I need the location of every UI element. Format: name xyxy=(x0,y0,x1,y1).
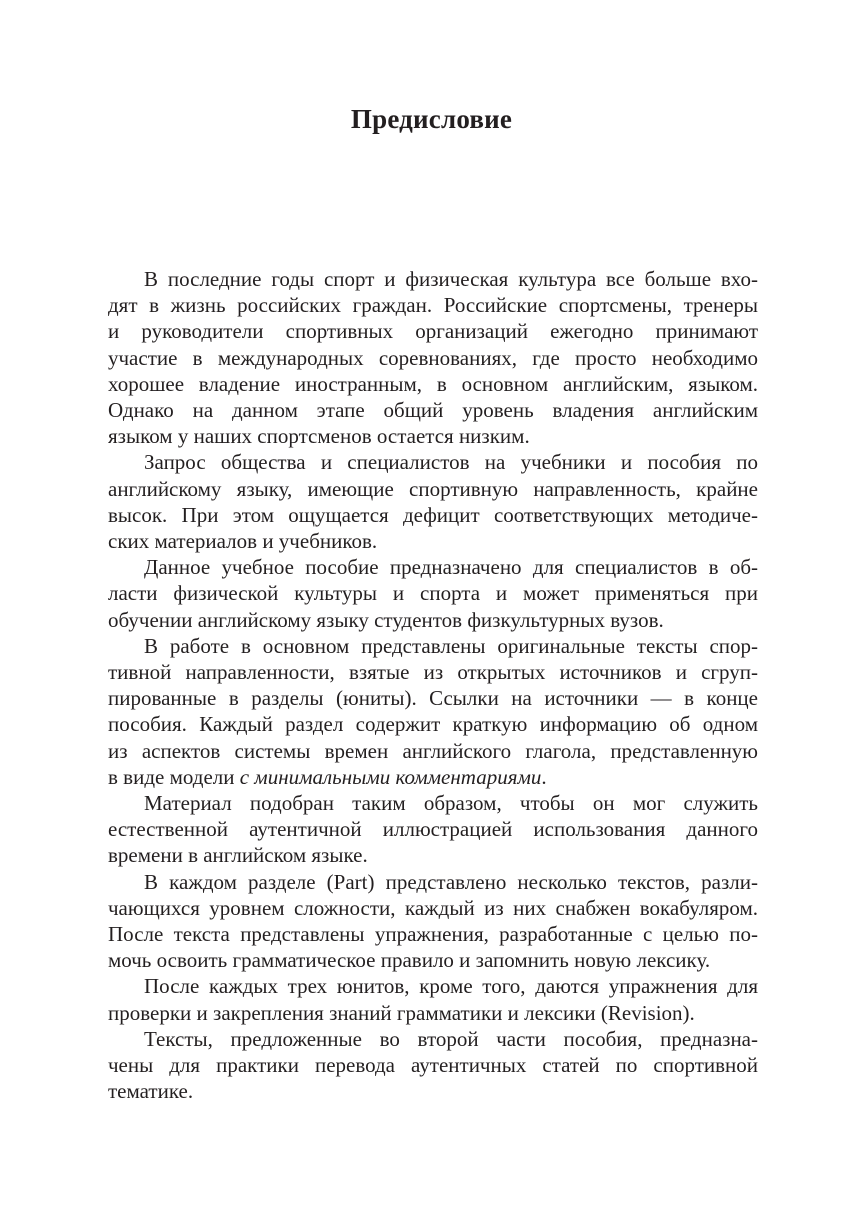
text-line xyxy=(108,764,758,790)
text-line: английскому языку, имеющие спортивную направленность, крайне xyxy=(108,476,758,501)
paragraph-6 xyxy=(108,869,758,974)
text-line: участие в международных соревнованиях, где просто необходимо xyxy=(108,345,758,370)
text-line: обучении английскому языку студентов физкультурных вузов. xyxy=(108,607,664,632)
text-line: В последние годы спорт и физическая культура все больше вхо- xyxy=(144,267,758,291)
text-line: чены для практики перевода аутентичных статей по спортивной xyxy=(108,1053,758,1078)
text-line: Тексты, предложенные во второй части пособия, предназна- xyxy=(144,1026,758,1051)
text-line: мочь освоить грамматическое правило и запомнить новую лексику. xyxy=(108,948,711,973)
text-line: тематике. xyxy=(108,1079,194,1104)
text-line: Материал подобран таким образом, чтобы он мог служить xyxy=(144,791,758,816)
text-line: высок. При этом ощущается дефицит соответствующих методиче- xyxy=(108,502,758,527)
text-line: После текста представлены упражнения, разработанные с целью по- xyxy=(108,922,758,947)
text-line: чающихся уровнем сложности, каждый из них снабжен вокабуляром. xyxy=(108,895,758,920)
text-line: В каждом разделе (Part) представлено несколько текстов, разли- xyxy=(144,869,758,894)
text-line: языком у наших спортсменов остается низким. xyxy=(108,424,530,449)
text-line: тивной направленности, взятые из открытых источников и сгруп- xyxy=(108,660,758,685)
preface-body xyxy=(108,266,758,1105)
text-segment: в виде модели xyxy=(108,764,240,789)
paragraph-7 xyxy=(108,973,758,1025)
text-line: ласти физической культуры и спорта и может применяться при xyxy=(108,581,758,606)
paragraph-2 xyxy=(108,449,758,554)
text-line: В работе в основном представлены оригинальные тексты спор- xyxy=(144,633,758,658)
italic-phrase: с минимальными комментариями xyxy=(239,764,542,789)
page-title: Предисловие xyxy=(350,104,513,134)
text-line: После каждых трех юнитов, кроме того, даются упражнения для xyxy=(144,974,758,999)
paragraph-1 xyxy=(108,266,758,449)
paragraph-5 xyxy=(108,790,758,869)
text-line: и руководители спортивных организаций ежегодно принимают xyxy=(108,319,758,344)
text-line: из аспектов системы времен английского глагола, представленную xyxy=(108,738,758,763)
text-line: Запрос общества и специалистов на учебники и пособия по xyxy=(144,450,758,475)
paragraph-4 xyxy=(108,633,758,790)
text-line: хорошее владение иностранным, в основном английским, языком. xyxy=(108,371,758,396)
paragraph-3 xyxy=(108,554,758,633)
text-line: времени в английском языке. xyxy=(108,843,368,868)
text-line: пособия. Каждый раздел содержит краткую информацию об одном xyxy=(108,712,758,737)
text-line: естественной аутентичной иллюстрацией использования данного xyxy=(108,817,758,842)
text-line: проверки и закрепления знаний грамматики и лексики (Revision). xyxy=(108,1000,695,1025)
text-line: Однако на данном этапе общий уровень владения английским xyxy=(108,398,758,423)
text-line: дят в жизнь российских граждан. Российские спортсмены, тренеры xyxy=(108,293,758,318)
text-line: пированные в разделы (юниты). Ссылки на источники — в конце xyxy=(108,686,758,711)
text-segment: . xyxy=(541,764,547,789)
text-line: Данное учебное пособие предназначено для специалистов в об- xyxy=(144,555,758,580)
paragraph-8 xyxy=(108,1026,758,1105)
text-line: ских материалов и учебников. xyxy=(108,529,378,554)
